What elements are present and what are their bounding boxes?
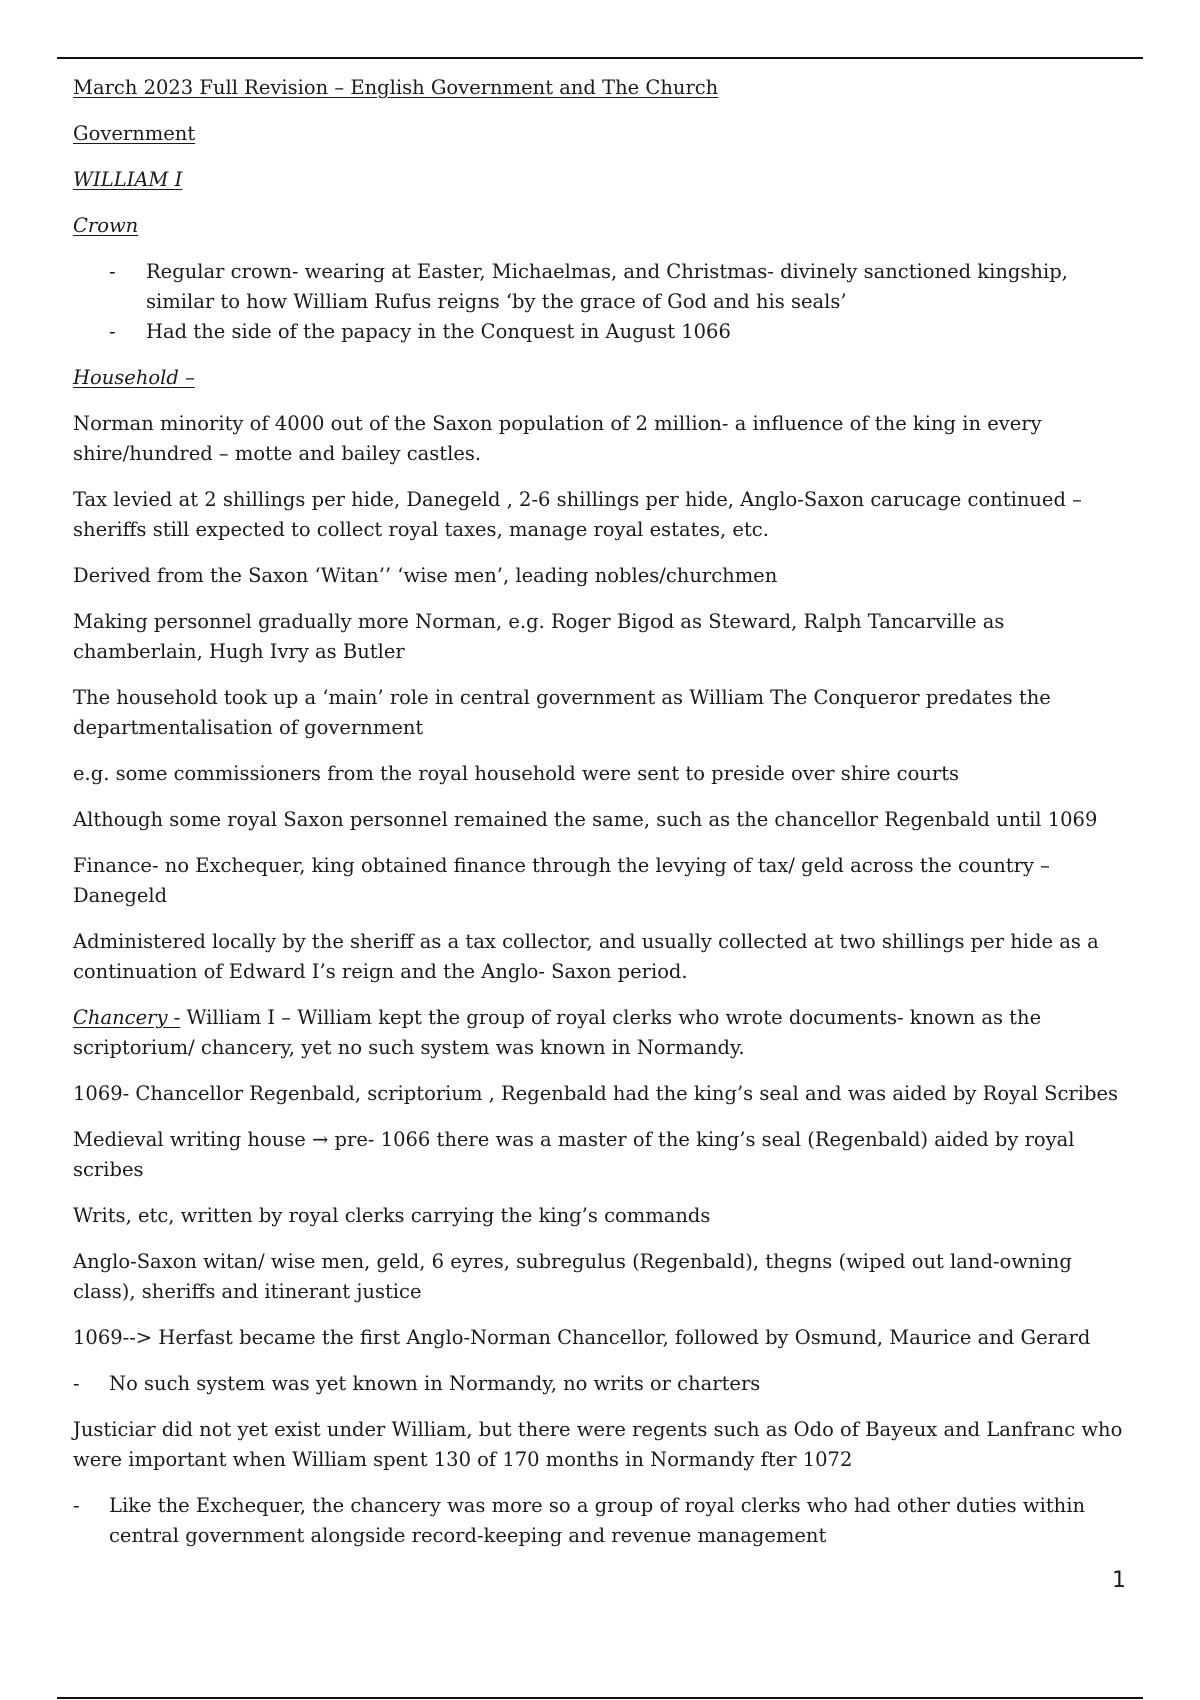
section-heading: Government bbox=[73, 122, 196, 145]
paragraph: 1069- Chancellor Regenbald, scriptorium , Regenbald had the king’s seal and was aided by Royal Scribes bbox=[73, 1082, 1119, 1105]
list-item bbox=[73, 257, 1128, 317]
dash-note-text: Like the Exchequer, the chancery was more so a group of royal clerks who had other duties within central government alongside record-keeping and revenue management bbox=[109, 1494, 1086, 1547]
paragraph: Derived from the Saxon ‘Witan’’ ‘wise men’, leading nobles/churchmen bbox=[73, 564, 778, 587]
page-number: 1 bbox=[1112, 1568, 1126, 1593]
dash-marker: - bbox=[73, 1494, 80, 1517]
dash-marker: - bbox=[109, 260, 116, 283]
paragraph: Tax levied at 2 shillings per hide, Danegeld , 2-6 shillings per hide, Anglo-Saxon carucage continued – sheriffs still expected to collect royal taxes, manage royal estates, etc. bbox=[73, 488, 1082, 541]
crown-bullet-text: Had the side of the papacy in the Conquest in August 1066 bbox=[146, 320, 731, 343]
top-rule bbox=[57, 57, 1143, 59]
crown-bullet-text: Regular crown- wearing at Easter, Michaelmas, and Christmas- divinely sanctioned kingship, similar to how William Rufus reigns ‘by the grace of God and his seals’ bbox=[146, 260, 1068, 313]
dash-note bbox=[73, 1369, 1128, 1399]
paragraph: Administered locally by the sheriff as a tax collector, and usually collected at two shillings per hide as a continuation of Edward I’s reign and the Anglo- Saxon period. bbox=[73, 930, 1099, 983]
list-item bbox=[73, 317, 1128, 347]
dash-marker: - bbox=[109, 320, 116, 343]
document-title: March 2023 Full Revision – English Government and The Church bbox=[73, 76, 719, 99]
crown-bullet-list bbox=[73, 257, 1128, 347]
document-body bbox=[73, 73, 1128, 1567]
chancery-heading: Chancery - bbox=[73, 1006, 181, 1029]
paragraph: Finance- no Exchequer, king obtained finance through the levying of tax/ geld across the country – Danegeld bbox=[73, 854, 1050, 907]
paragraph: Medieval writing house → pre- 1066 there was a master of the king’s seal (Regenbald) aided by royal scribes bbox=[73, 1128, 1075, 1181]
justiciar-paragraph: Justiciar did not yet exist under William, but there were regents such as Odo of Bayeux and Lanfranc who were important when William spent 130 of 170 months in Normandy fter 1072 bbox=[73, 1418, 1123, 1471]
paragraph: e.g. some commissioners from the royal household were sent to preside over shire courts bbox=[73, 762, 960, 785]
dash-note-text: No such system was yet known in Normandy, no writs or charters bbox=[109, 1372, 761, 1395]
chancery-text: William I – William kept the group of royal clerks who wrote documents- known as the scriptorium/ chancery, yet no such system was known in Normandy. bbox=[73, 1006, 1042, 1059]
household-heading: Household – bbox=[73, 366, 195, 389]
paragraph: 1069--> Herfast became the first Anglo-Norman Chancellor, followed by Osmund, Maurice and Gerard bbox=[73, 1326, 1091, 1349]
subsection-heading: WILLIAM I bbox=[73, 168, 183, 191]
crown-heading: Crown bbox=[73, 214, 139, 237]
dash-note bbox=[73, 1491, 1128, 1551]
paragraph: The household took up a ‘main’ role in central government as William The Conqueror predates the departmentalisation of government bbox=[73, 686, 1051, 739]
paragraph: Writs, etc, written by royal clerks carrying the king’s commands bbox=[73, 1204, 711, 1227]
bottom-rule bbox=[57, 1697, 1143, 1699]
paragraph: Anglo-Saxon witan/ wise men, geld, 6 eyres, subregulus (Regenbald), thegns (wiped out land-owning class), sheriffs and itinerant justice bbox=[73, 1250, 1072, 1303]
paragraph: Norman minority of 4000 out of the Saxon population of 2 million- a influence of the king in every shire/hundred – motte and bailey castles. bbox=[73, 412, 1042, 465]
paragraph: Although some royal Saxon personnel remained the same, such as the chancellor Regenbald until 1069 bbox=[73, 808, 1098, 831]
chancery-paragraph bbox=[73, 1003, 1128, 1063]
paragraph: Making personnel gradually more Norman, e.g. Roger Bigod as Steward, Ralph Tancarville as chamberlain, Hugh Ivry as Butler bbox=[73, 610, 1005, 663]
dash-marker: - bbox=[73, 1372, 80, 1395]
